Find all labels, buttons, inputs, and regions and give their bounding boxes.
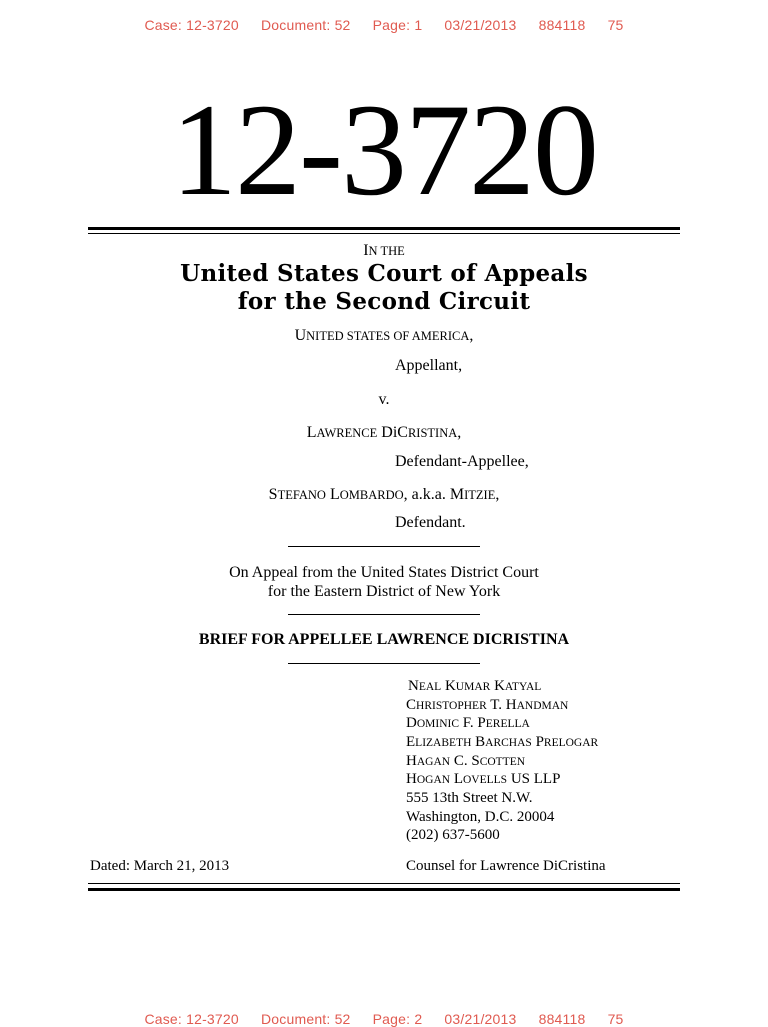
top-rule-thin [88,233,680,234]
top-rule-thick [88,227,680,230]
defendant1-role: Defendant-Appellee, [395,453,529,470]
stamp-case: Case: 12-3720 [144,17,239,33]
stamp-pages: 75 [607,1011,624,1027]
brief-title: BRIEF FOR APPELLEE LAWRENCE DICRISTINA [198,631,570,648]
filing-stamp-top [0,17,768,33]
divider-2 [288,614,480,615]
stamp-document: Document: 52 [260,17,351,33]
docket-number: 12-3720 [171,76,597,223]
stamp-date: 03/21/2013 [444,1011,517,1027]
court-name-line2: for the Second Circuit [237,288,531,315]
court-name-line1: United States Court of Appeals [180,260,588,287]
firm-phone: (202) 637-5600 [406,827,500,843]
defendant1-name: LAWRENCE DiCRISTINA, [306,424,462,441]
stamp-date: 03/21/2013 [444,17,517,33]
stamp-id: 884118 [538,1011,586,1027]
stamp-pages: 75 [607,17,624,33]
filing-stamp-bottom [0,1011,768,1027]
defendant2-name: STEFANO LOMBARDO, a.k.a. MITZIE, [268,486,500,503]
defendant2-role: Defendant. [395,514,466,531]
counsel-name-3: DOMINIC F. PERELLA [406,715,530,731]
appeal-line1: On Appeal from the United States District Court [229,564,539,581]
bottom-rule-thick [88,888,680,891]
plaintiff-role: Appellant, [395,357,463,374]
appeal-line2: for the Eastern District of New York [267,583,501,600]
divider-3 [288,663,480,664]
versus: v. [378,391,390,408]
plaintiff-name: UNITED STATES OF AMERICA, [294,327,474,344]
firm-street: 555 13th Street N.W. [406,790,533,806]
counsel-name-1: NEAL KUMAR KATYAL [408,678,542,694]
stamp-page: Page: 2 [372,1011,423,1027]
counsel-name-5: HAGAN C. SCOTTEN [406,753,526,769]
in-the-label: IN THE [363,242,405,259]
divider-1 [288,546,480,547]
dated-line: Dated: March 21, 2013 [90,858,230,874]
bottom-rule-thin [88,883,680,884]
stamp-case: Case: 12-3720 [144,1011,239,1027]
firm-city: Washington, D.C. 20004 [406,809,555,825]
counsel-for: Counsel for Lawrence DiCristina [406,858,606,874]
stamp-page: Page: 1 [372,17,423,33]
stamp-document: Document: 52 [260,1011,351,1027]
counsel-name-2: CHRISTOPHER T. HANDMAN [406,697,569,713]
law-firm-name: HOGAN LOVELLS US LLP [406,771,561,787]
stamp-id: 884118 [538,17,586,33]
counsel-name-4: ELIZABETH BARCHAS PRELOGAR [406,734,599,750]
